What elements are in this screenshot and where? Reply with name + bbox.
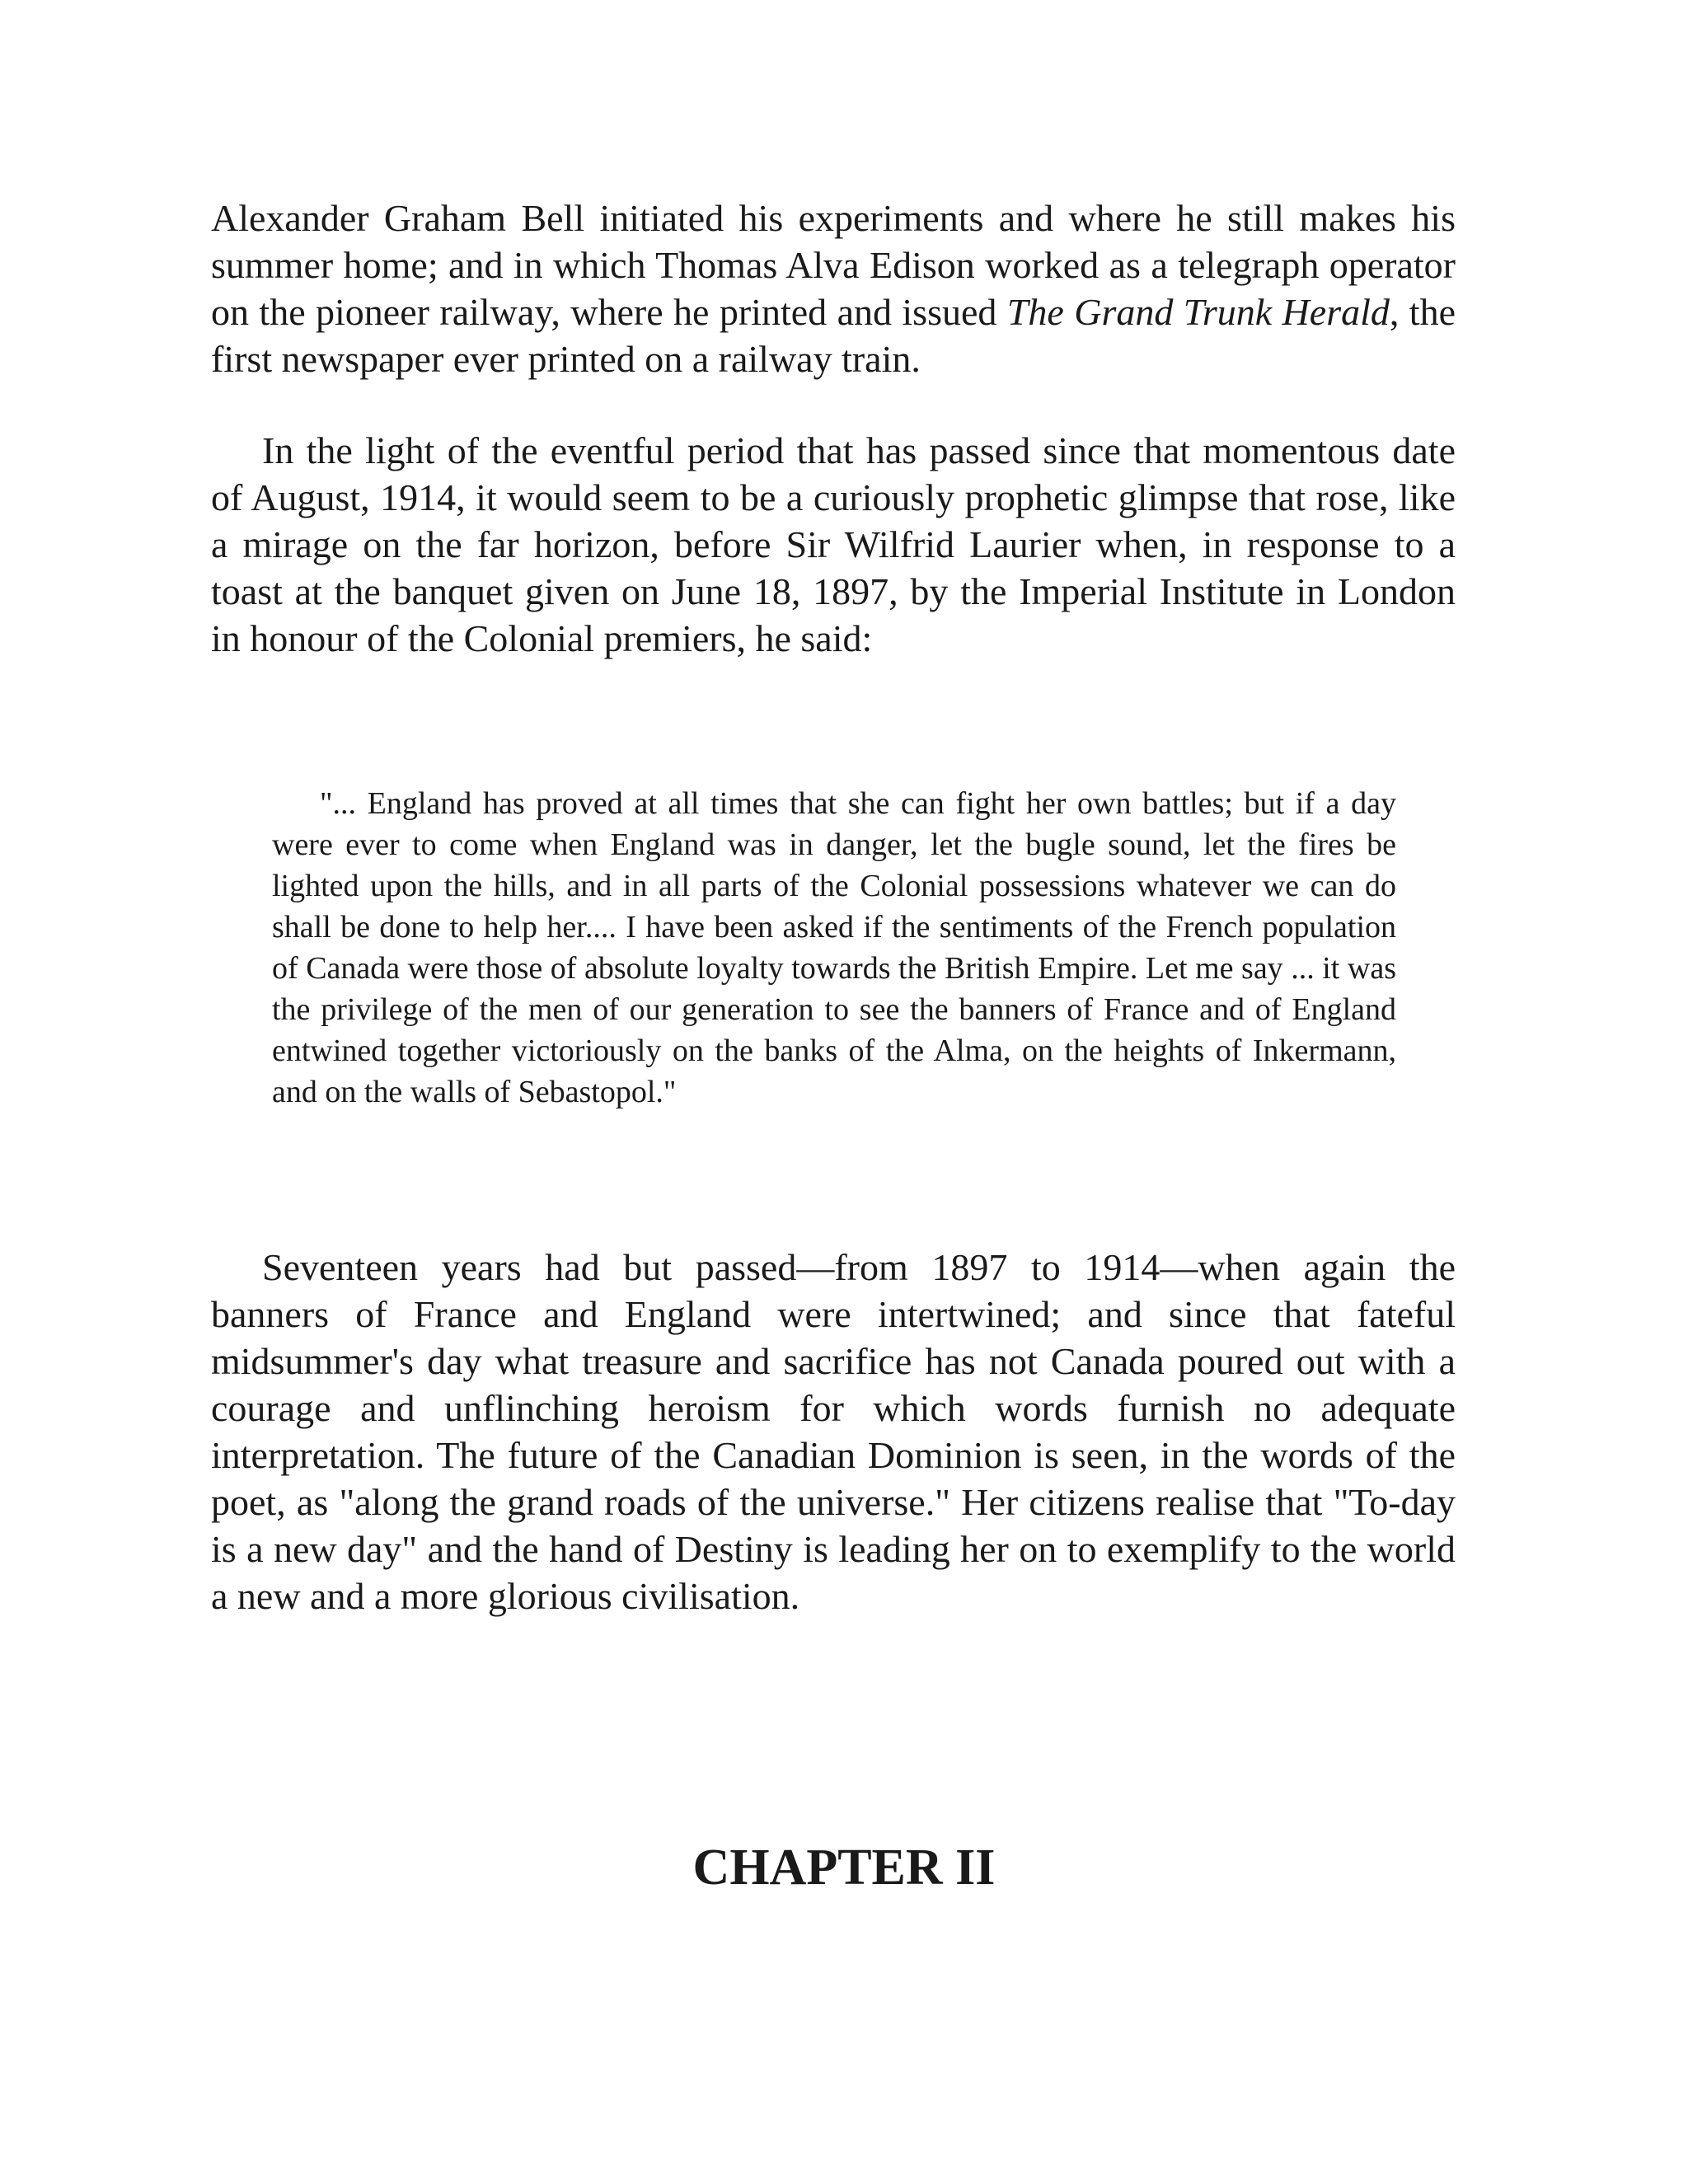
laurier-quotation: "... England has proved at all times that she can fight her own battles; but if a day were ever to come when England was in danger, let the bugle sound, let the fires be lighted upon the hills, and in all parts of the Colonial possessions whatever we can do shall be done to help her.... I have been asked if the sentiments of the French population of Canada were those of absolute loyalty towards the British Empire. Let me say ... it was the privilege of the men of our generation to see the banners of France and of England entwined together victoriously on the banks of the Alma, on the heights of Inkermann, and on the walls of Sebastopol." bbox=[272, 786, 1396, 1109]
paragraph-text: , the first newspaper ever printed on a railway train. bbox=[211, 291, 1456, 380]
paragraph-seventeen-years: Seventeen years had but passed—from 1897 to 1914—when again the banners of France and England were intertwined; and since that fateful midsummer's day what treasure and sacrifice has not Canada poured out with a courage and unflinching heroism for which words furnish no adequate interpretation. The future of the Canadian Dominion is seen, in the words of the poet, as "along the grand roads of the universe." Her citizens realise that "To-day is a new day" and the hand of Destiny is leading her on to exemplify to the world a new and a more glorious civilisation. bbox=[211, 1246, 1456, 1617]
paragraph-bell-edison bbox=[211, 194, 1456, 382]
chapter-heading: CHAPTER II bbox=[692, 1840, 996, 1896]
paragraph-laurier-intro: In the light of the eventful period that has passed since that momentous date of August, 1914, it would seem to be a curiously prophetic glimpse that rose, like a mirage on the far horizon, before Sir Wilfrid Laurier when, in response to a toast at the banquet given on June 18, 1897, by the Imperial Institute in London in honour of the Colonial premiers, he said: bbox=[211, 429, 1456, 659]
newspaper-title: The Grand Trunk Herald bbox=[1006, 291, 1390, 333]
paragraph-text: Alexander Graham Bell initiated his experiments and where he still makes his summer home; and in which Thomas Alva Edison worked as a telegraph operator on the pioneer railway, where he printed and issued bbox=[211, 197, 1456, 333]
